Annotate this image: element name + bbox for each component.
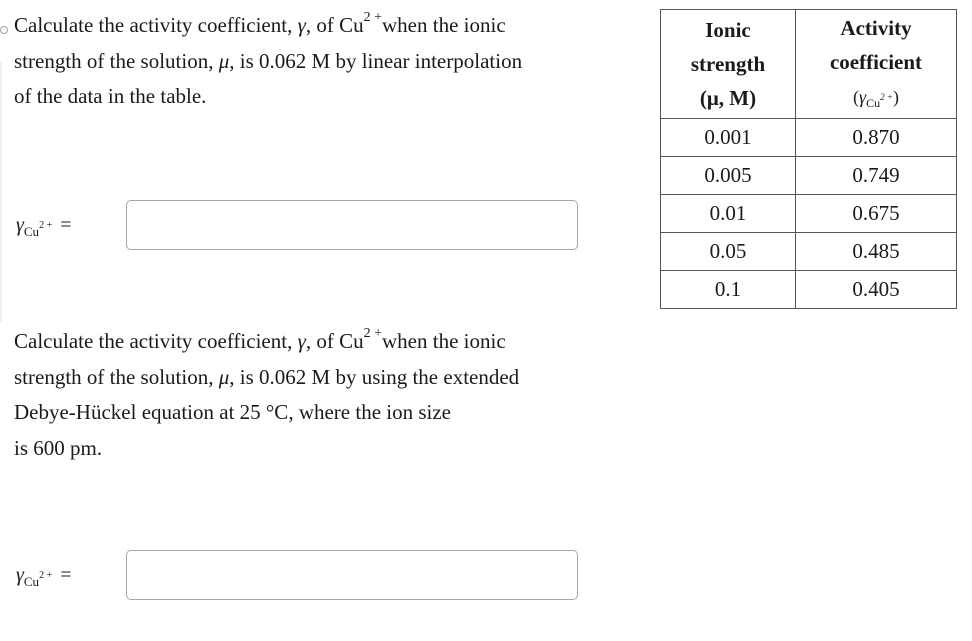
table-cell: 0.1: [661, 271, 796, 309]
table-cell: 0.749: [796, 157, 957, 195]
q1-text-part: , of Cu: [305, 13, 364, 37]
q2-text-part: when the ionic: [382, 329, 506, 353]
q1-text-part: when the ionic: [382, 13, 506, 37]
answer-row-2: [16, 550, 578, 600]
table-cell: 0.870: [796, 119, 957, 157]
header-ionic-strength: Ionic strength (μ, M): [661, 10, 796, 119]
gamma-symbol: γ: [297, 329, 306, 353]
table-row: [661, 195, 957, 233]
q1-text-part: Calculate the activity coefficient,: [14, 13, 298, 37]
table-cell: 0.05: [661, 233, 796, 271]
table-cell: 0.405: [796, 271, 957, 309]
gamma-symbol: γ: [16, 563, 24, 586]
answer-1-input[interactable]: [126, 200, 578, 250]
question-marker-icon: [0, 26, 8, 34]
mu-symbol: μ: [218, 48, 230, 73]
table-row: [661, 157, 957, 195]
table-row: [661, 271, 957, 309]
table-cell: 0.675: [796, 195, 957, 233]
answer-row-1: [16, 200, 578, 250]
equals-sign: =: [60, 563, 72, 586]
table-header-row: [661, 10, 957, 119]
q2-text-part: , is 0.062 M by using the extended: [229, 364, 520, 389]
header-activity-coefficient: Activity coefficient ($\gamma_{Cu}2$ +): [796, 10, 957, 119]
gamma-symbol: γ: [16, 213, 24, 236]
table-cell: 0.01: [661, 195, 796, 233]
q2-text-part: Calculate the activity coefficient,: [14, 329, 298, 353]
q2-text-part: strength of the solution,: [14, 364, 219, 389]
charge-superscript: 2 +: [363, 10, 383, 25]
charge-superscript: 2 +: [363, 326, 383, 341]
superscript: 2 +: [39, 219, 53, 231]
gamma-cu-symbol: ($\gamma_{Cu}2$ +): [853, 87, 899, 110]
question-2-text: [14, 324, 519, 466]
answer-1-label: [16, 214, 126, 237]
q2-text-part: Debye-Hückel equation at 25 °C, where the ion size: [14, 400, 452, 424]
subscript: Cu: [23, 573, 40, 589]
question-1-text: [14, 8, 522, 115]
equals-sign: =: [60, 213, 72, 236]
answer-2-label: [16, 564, 126, 587]
mu-symbol: μ: [218, 364, 230, 389]
q2-text-part: , of Cu: [305, 329, 364, 353]
table-cell: 0.005: [661, 157, 796, 195]
q2-text-part: is 600 pm.: [14, 435, 103, 460]
table-row: [661, 119, 957, 157]
q1-text-part: , is 0.062 M by linear interpolation: [229, 48, 523, 73]
gamma-symbol: γ: [297, 13, 306, 37]
q1-text-part: strength of the solution,: [14, 48, 219, 73]
table-cell: 0.001: [661, 119, 796, 157]
answer-2-input[interactable]: [126, 550, 578, 600]
activity-coefficient-table: [660, 9, 957, 309]
table-cell: 0.485: [796, 233, 957, 271]
table-row: [661, 233, 957, 271]
q1-text-part: of the data in the table.: [14, 84, 207, 108]
side-divider: [0, 62, 2, 322]
superscript: 2 +: [39, 569, 53, 581]
subscript: Cu: [23, 223, 40, 239]
